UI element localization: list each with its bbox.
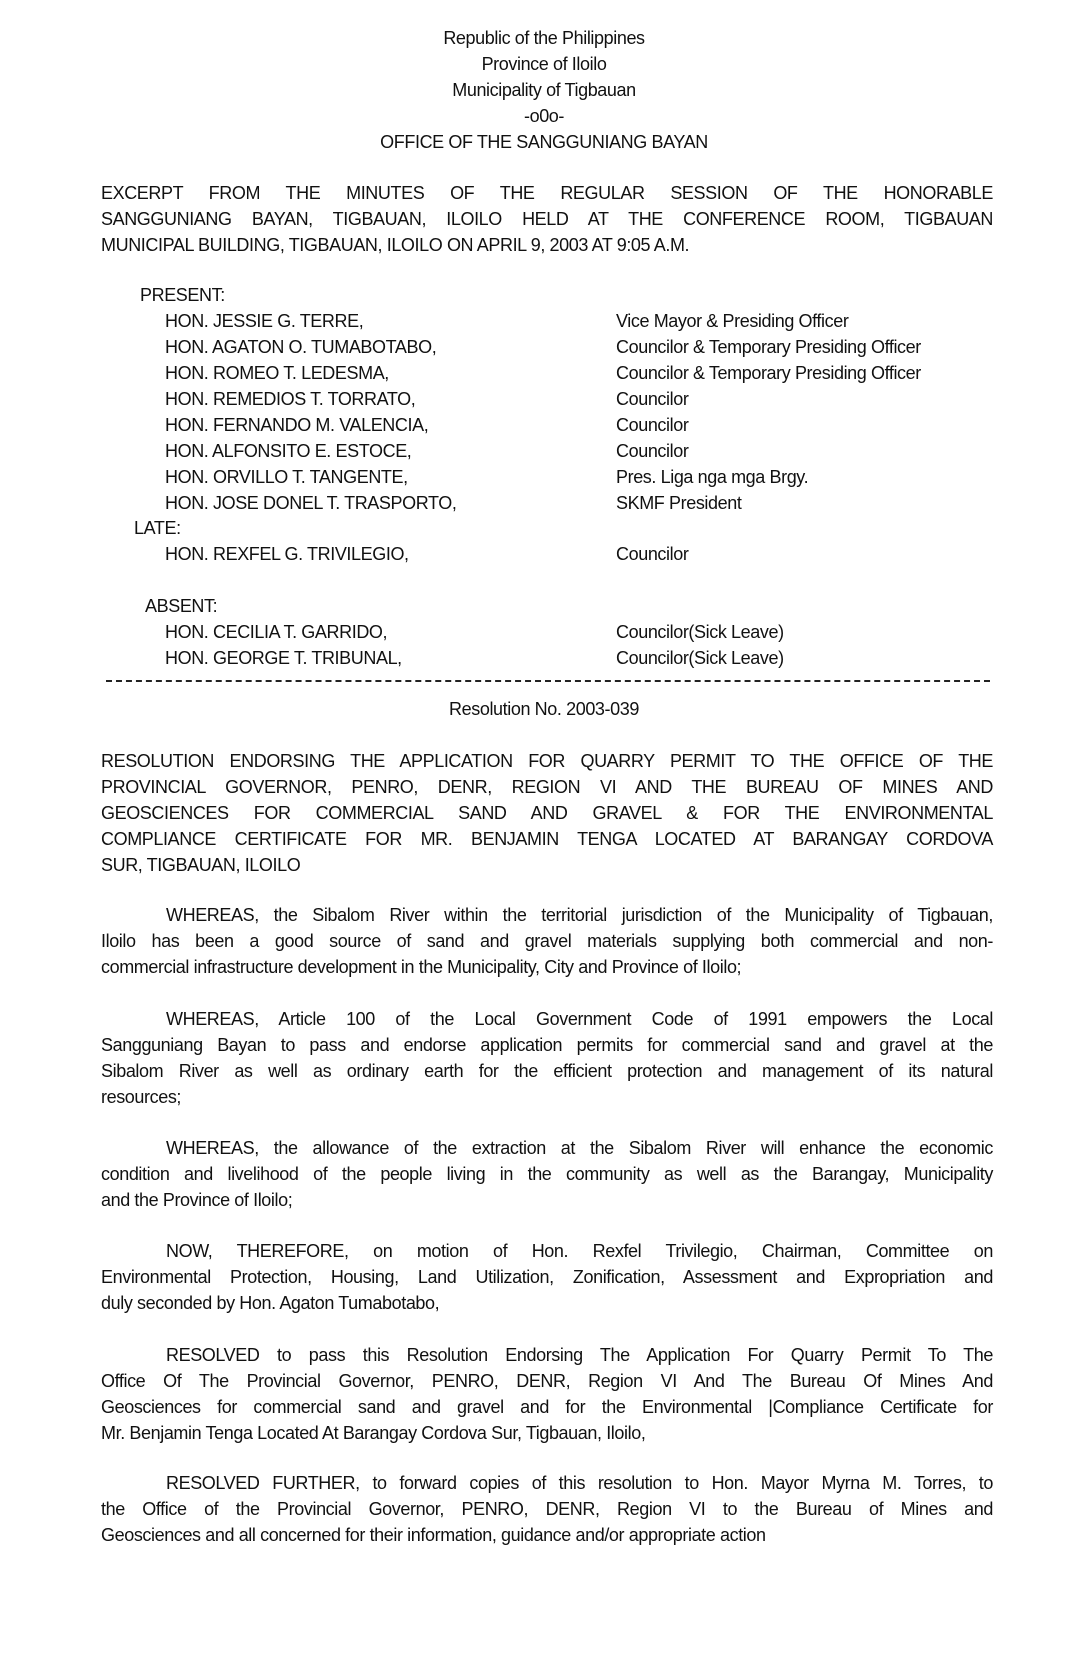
title-line: COMPLIANCE CERTIFICATE FOR MR. BENJAMIN TENGA LOCATED AT BARANGAY CORDOVA (101, 829, 993, 849)
paragraph-line: Sangguniang Bayan to pass and endorse application permits for commercial sand and gravel at the (101, 1035, 993, 1055)
absent-role: Councilor(Sick Leave) (616, 622, 784, 642)
attendee-name: HON. AGATON O. TUMABOTABO, (165, 337, 437, 357)
header-separator: -o0o- (523, 106, 565, 126)
paragraph-line: the Office of the Provincial Governor, PENRO, DENR, Region VI to the Bureau of Mines and (101, 1499, 993, 1519)
header-office: OFFICE OF THE SANGGUNIANG BAYAN (380, 132, 708, 152)
attendee-name: HON. ALFONSITO E. ESTOCE, (165, 441, 412, 461)
title-line: SUR, TIGBAUAN, ILOILO (101, 855, 301, 875)
header-municipality: Municipality of Tigbauan (452, 80, 636, 100)
attendee-name: HON. JOSE DONEL T. TRASPORTO, (165, 493, 457, 513)
paragraph-line: Office Of The Provincial Governor, PENRO, DENR, Region VI And The Bureau Of Mines And (101, 1371, 993, 1391)
paragraph-line: commercial infrastructure development in the Municipality, City and Province of Iloilo; (101, 957, 742, 977)
present-label: PRESENT: (140, 285, 225, 305)
title-line: PROVINCIAL GOVERNOR, PENRO, DENR, REGION VI AND THE BUREAU OF MINES AND (101, 777, 993, 797)
title-line: RESOLUTION ENDORSING THE APPLICATION FOR QUARRY PERMIT TO THE OFFICE OF THE (101, 751, 993, 771)
attendee-role: Vice Mayor & Presiding Officer (616, 311, 849, 331)
attendee-role: Councilor (616, 415, 689, 435)
header-republic: Republic of the Philippines (443, 28, 645, 48)
late-attendee-role: Councilor (616, 544, 689, 564)
excerpt-line: SANGGUNIANG BAYAN, TIGBAUAN, ILOILO HELD AT THE CONFERENCE ROOM, TIGBAUAN (101, 209, 993, 229)
paragraph-line: Environmental Protection, Housing, Land Utilization, Zonification, Assessment and Expropriation and (101, 1267, 993, 1287)
attendee-role: Councilor & Temporary Presiding Officer (616, 337, 921, 357)
excerpt-line: EXCERPT FROM THE MINUTES OF THE REGULAR SESSION OF THE HONORABLE (101, 183, 993, 203)
attendee-role: Councilor & Temporary Presiding Officer (616, 363, 921, 383)
paragraph-line: condition and livelihood of the people living in the community as well as the Barangay, Municipality (101, 1164, 993, 1184)
attendee-name: HON. ROMEO T. LEDESMA, (165, 363, 389, 383)
dashed-divider (106, 680, 990, 682)
excerpt-line: MUNICIPAL BUILDING, TIGBAUAN, ILOILO ON APRIL 9, 2003 AT 9:05 A.M. (101, 235, 690, 255)
title-line: GEOSCIENCES FOR COMMERCIAL SAND AND GRAVEL & FOR THE ENVIRONMENTAL (101, 803, 993, 823)
absent-name: HON. GEORGE T. TRIBUNAL, (165, 648, 402, 668)
paragraph-line: Geosciences and all concerned for their information, guidance and/or appropriate action (101, 1525, 766, 1545)
attendee-role: Pres. Liga nga mga Brgy. (616, 467, 809, 487)
paragraph-line: and the Province of Iloilo; (101, 1190, 293, 1210)
header-province: Province of Iloilo (481, 54, 607, 74)
attendee-name: HON. REMEDIOS T. TORRATO, (165, 389, 416, 409)
attendee-role: SKMF President (616, 493, 742, 513)
absent-name: HON. CECILIA T. GARRIDO, (165, 622, 388, 642)
paragraph-line: duly seconded by Hon. Agaton Tumabotabo, (101, 1293, 440, 1313)
paragraph-line: Iloilo has been a good source of sand and gravel materials supplying both commercial and non- (101, 931, 993, 951)
paragraph-line: Geosciences for commercial sand and gravel and for the Environmental |Compliance Certificate for (101, 1397, 993, 1417)
late-label: LATE: (134, 518, 181, 538)
paragraph-line: NOW, THEREFORE, on motion of Hon. Rexfel Trivilegio, Chairman, Committee on (166, 1241, 993, 1261)
attendee-name: HON. ORVILLO T. TANGENTE, (165, 467, 408, 487)
attendee-name: HON. FERNANDO M. VALENCIA, (165, 415, 429, 435)
paragraph-line: resources; (101, 1087, 182, 1107)
paragraph-line: Mr. Benjamin Tenga Located At Barangay Cordova Sur, Tigbauan, Iloilo, (101, 1423, 646, 1443)
late-attendee-name: HON. REXFEL G. TRIVILEGIO, (165, 544, 409, 564)
absent-role: Councilor(Sick Leave) (616, 648, 784, 668)
paragraph-line: WHEREAS, the Sibalom River within the territorial jurisdiction of the Municipality of Tigbauan, (166, 905, 993, 925)
paragraph-line: WHEREAS, Article 100 of the Local Government Code of 1991 empowers the Local (166, 1009, 993, 1029)
attendee-role: Councilor (616, 389, 689, 409)
paragraph-line: RESOLVED FURTHER, to forward copies of this resolution to Hon. Mayor Myrna M. Torres, to (166, 1473, 993, 1493)
resolution-number: Resolution No. 2003-039 (449, 699, 639, 719)
paragraph-line: Sibalom River as well as ordinary earth for the efficient protection and management of its natural (101, 1061, 993, 1081)
paragraph-line: RESOLVED to pass this Resolution Endorsing The Application For Quarry Permit To The (166, 1345, 993, 1365)
attendee-role: Councilor (616, 441, 689, 461)
absent-label: ABSENT: (145, 596, 218, 616)
paragraph-line: WHEREAS, the allowance of the extraction at the Sibalom River will enhance the economic (166, 1138, 993, 1158)
attendee-name: HON. JESSIE G. TERRE, (165, 311, 364, 331)
